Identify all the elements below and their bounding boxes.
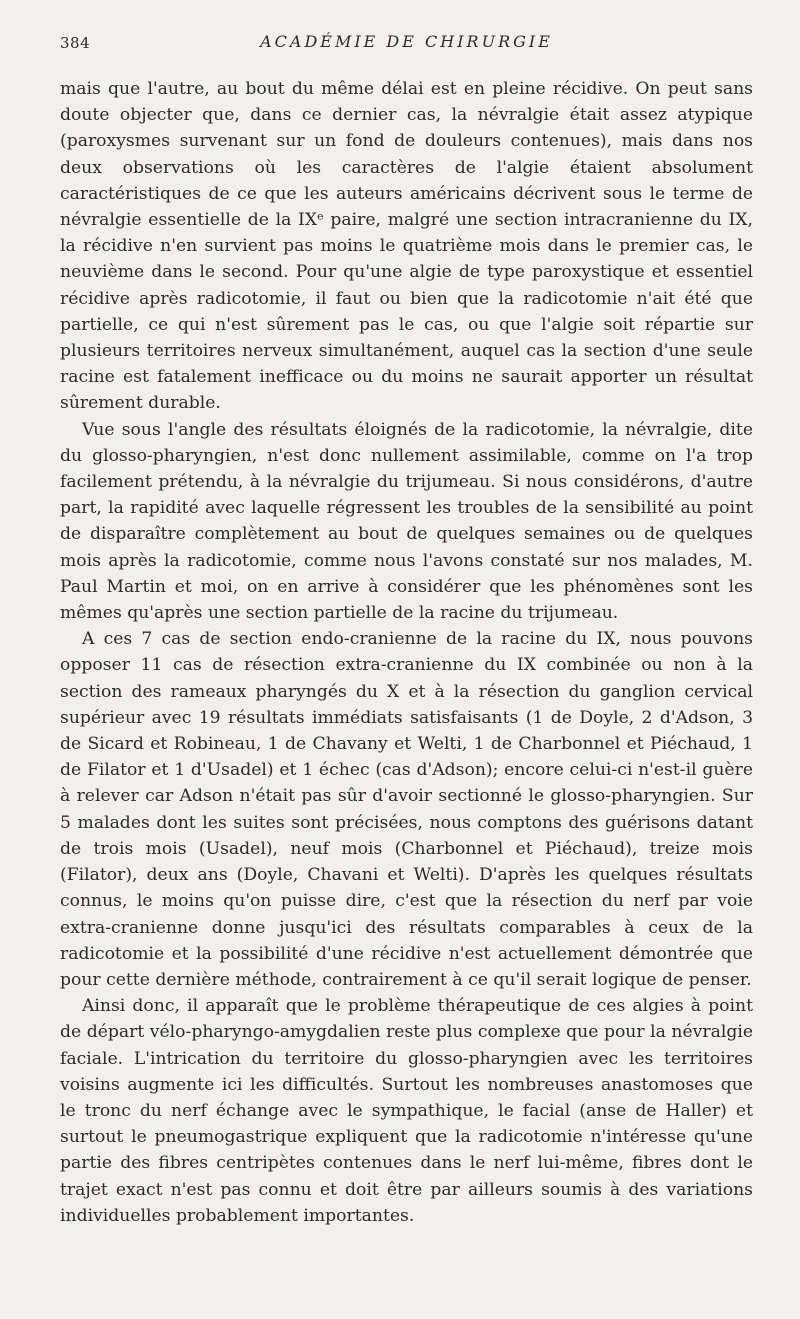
document-page xyxy=(60,0,753,1319)
paragraph-4: Ainsi donc, il apparaît que le problème thérapeutique de ces algies à point de départ vélo-pharyngo-amygdalien reste plus complexe que pour la névralgie faciale. L'intrication du territoire du glosso-pharyngien avec les territoires voisins augmente ici les difficultés. Surtout les nombreuses anastomoses que le tronc du nerf échange avec le sympathique, le facial (anse de Haller) et surtout le pneumogastrique expliquent que la radicotomie n'intéresse qu'une partie des fibres centripètes contenues dans le nerf lui-même, fibres dont le trajet exact n'est pas connu et doit être par ailleurs soumis à des variations individuelles probablement importantes. xyxy=(60,996,753,1226)
running-title: ACADÉMIE DE CHIRURGIE xyxy=(260,32,553,51)
paragraph-3: A ces 7 cas de section endo-cranienne de la racine du IX, nous pouvons opposer 11 cas de résection extra-cranienne du IX combinée ou non à la section des rameaux pharyngés du X et à la résection du ganglion cervical supérieur avec 19 résultats immédiats satisfaisants (1 de Doyle, 2 d'Adson, 3 de Sicard et Robineau, 1 de Chavany et Welti, 1 de Charbonnel et Piéchaud, 1 de Filator et 1 d'Usadel) et 1 échec (cas d'Adson); encore celui-ci n'est-il guère à relever car Adson n'était pas sûr d'avoir sectionné le glosso-pharyngien. Sur 5 malades dont les suites sont précisées, nous comptons des guérisons datant de trois mois (Usadel), neuf mois (Charbonnel et Piéchaud), treize mois (Filator), deux ans (Doyle, Chavani et Welti). D'après les quelques résultats connus, le moins qu'on puisse dire, c'est que la résection du nerf par voie extra-cranienne donne jusqu'ici des résultats comparables à ceux de la radicotomie et la possibilité d'une récidive n'est actuellement démontrée que pour cette dernière méthode, contrairement à ce qu'il serait logique de penser. xyxy=(60,629,753,990)
page-header xyxy=(60,32,753,56)
body-text xyxy=(60,76,753,1229)
page-number: 384 xyxy=(60,34,91,52)
paragraph-1: mais que l'autre, au bout du même délai est en pleine récidive. On peut sans doute objecter que, dans ce dernier cas, la névralgie était assez atypique (paroxysmes survenant sur un fond de douleurs contenues), mais dans nos deux observations où les caractères de l'algie étaient absolument caractéristiques de ce que les auteurs américains décrivent sous le terme de névralgie essentielle de la IXᵉ paire, malgré une section intracranienne du IX, la récidive n'en survient pas moins le quatrième mois dans le premier cas, le neuvième dans le second. Pour qu'une algie de type paroxystique et essentiel récidive après radicotomie, il faut ou bien que la radicotomie n'ait été que partielle, ce qui n'est sûrement pas le cas, ou que l'algie soit répartie sur plusieurs territoires nerveux simultanément, auquel cas la section d'une seule racine est fatalement inefficace ou du moins ne saurait apporter un résultat sûrement durable. xyxy=(60,79,753,414)
paragraph-2: Vue sous l'angle des résultats éloignés de la radicotomie, la névralgie, dite du glosso-pharyngien, n'est donc nullement assimilable, comme on l'a trop facilement prétendu, à la névralgie du trijumeau. Si nous considérons, d'autre part, la rapidité avec laquelle régressent les troubles de la sensibilité au point de disparaître complètement au bout de quelques semaines ou de quelques mois après la radicotomie, comme nous l'avons constaté sur nos malades, M. Paul Martin et moi, on en arrive à considérer que les phénomènes sont les mêmes qu'après une section partielle de la racine du trijumeau. xyxy=(60,419,753,624)
